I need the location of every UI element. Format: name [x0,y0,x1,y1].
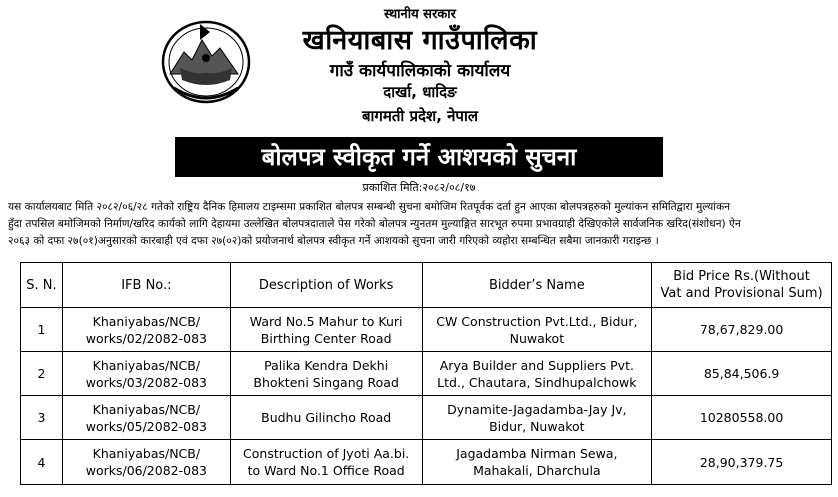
published-date: प्रकाशित मिति:२०८२/०८/१७ [362,181,476,194]
cell-price: 28,90,379.75 [652,440,832,485]
notice-body [8,199,832,250]
header-sn: S. N. [21,263,63,308]
cell-description: Ward No.5 Mahur to Kuri Birthing Center Road [230,308,422,352]
cell-ifb: Khaniyabas/NCB/ works/06/2082-083 [62,440,230,485]
notice-body-line: हुँदा तपसिल बमोजिमको निर्माण/खरिद कार्यको लागि देहायमा उल्लेखित बोलपत्रदाताले पेस गरेको बोलपत्र न्युनतम मुल्याङ्गित सारभूत रुपमा प्रभावग्राही देखिएकोले सार्वजनिक खरिद(संशोधन) ऐन [8,218,741,230]
header-description: Description of Works [230,263,422,308]
table-row [21,308,832,352]
cell-price: 78,67,829.00 [652,308,832,352]
cell-price: 10280558.00 [652,396,832,440]
province-name: बागमती प्रदेश, नेपाल [361,107,479,125]
header-bid-price: Bid Price Rs.(Without Vat and Provisional Sum) [652,263,832,308]
cell-bidder: Jagadamba Nirman Sewa, Mahakali, Dharchula [422,440,652,485]
table-row [21,396,832,440]
bid-table [20,262,832,485]
table-header-row [21,263,832,308]
table-row [21,440,832,485]
table-row [21,352,832,396]
notice-title: बोलपत्र स्वीकृत गर्ने आशयको सुचना [175,137,663,177]
office-address: दार्खा, धादिङ [383,83,457,101]
cell-ifb: Khaniyabas/NCB/ works/03/2082-083 [62,352,230,396]
notice-body-line: २०६३ को दफा २७(०१)अनुसारको कारबाही एवं दफा २७(०२)को प्रयोजनार्थ बोलपत्र स्वीकृत गर्ने आशयको सुचना जारी गरिएको व्यहोरा सम्बन्धित सबैमा जानकारी गराइन्छ । [8,235,659,247]
cell-bidder: Dynamite-Jagadamba-Jay Jv, Bidur, Nuwakot [422,396,652,440]
local-government-label: स्थानीय सरकार [384,7,456,22]
notice-body-line: यस कार्यालयबाट मिति २०८२/०६/२८ गतेको राष्ट्रिय दैनिक हिमालय टाइम्समा प्रकाशित बोलपत्र सम्बन्धी सुचना बमोजिम रितपूर्वक दर्ता हुन आएका बोलपत्रहरुको मुल्यांकन समितिद्वारा मुल्यांकन [8,201,731,213]
cell-sn: 2 [21,352,63,396]
cell-description: Budhu Gilincho Road [230,396,422,440]
cell-sn: 1 [21,308,63,352]
letterhead [0,0,838,140]
cell-ifb: Khaniyabas/NCB/ works/02/2082-083 [62,308,230,352]
cell-description: Palika Kendra Dekhi Bhokteni Singang Road [230,352,422,396]
office-name: गाउँ कार्यपालिकाको कार्यालय [329,61,511,81]
cell-bidder: CW Construction Pvt.Ltd., Bidur, Nuwakot [422,308,652,352]
header-ifb: IFB No.: [62,263,230,308]
cell-sn: 4 [21,440,63,485]
cell-bidder: Arya Builder and Suppliers Pvt. Ltd., Chautara, Sindhupalchowk [422,352,652,396]
cell-ifb: Khaniyabas/NCB/ works/05/2082-083 [62,396,230,440]
header-bidder: Bidder’s Name [422,263,652,308]
cell-description: Construction of Jyoti Aa.bi. to Ward No.1 Office Road [230,440,422,485]
cell-price: 85,84,506.9 [652,352,832,396]
nepal-emblem-icon [160,18,252,106]
cell-sn: 3 [21,396,63,440]
municipality-name: खनियाबास गाउँपालिका [302,25,538,56]
